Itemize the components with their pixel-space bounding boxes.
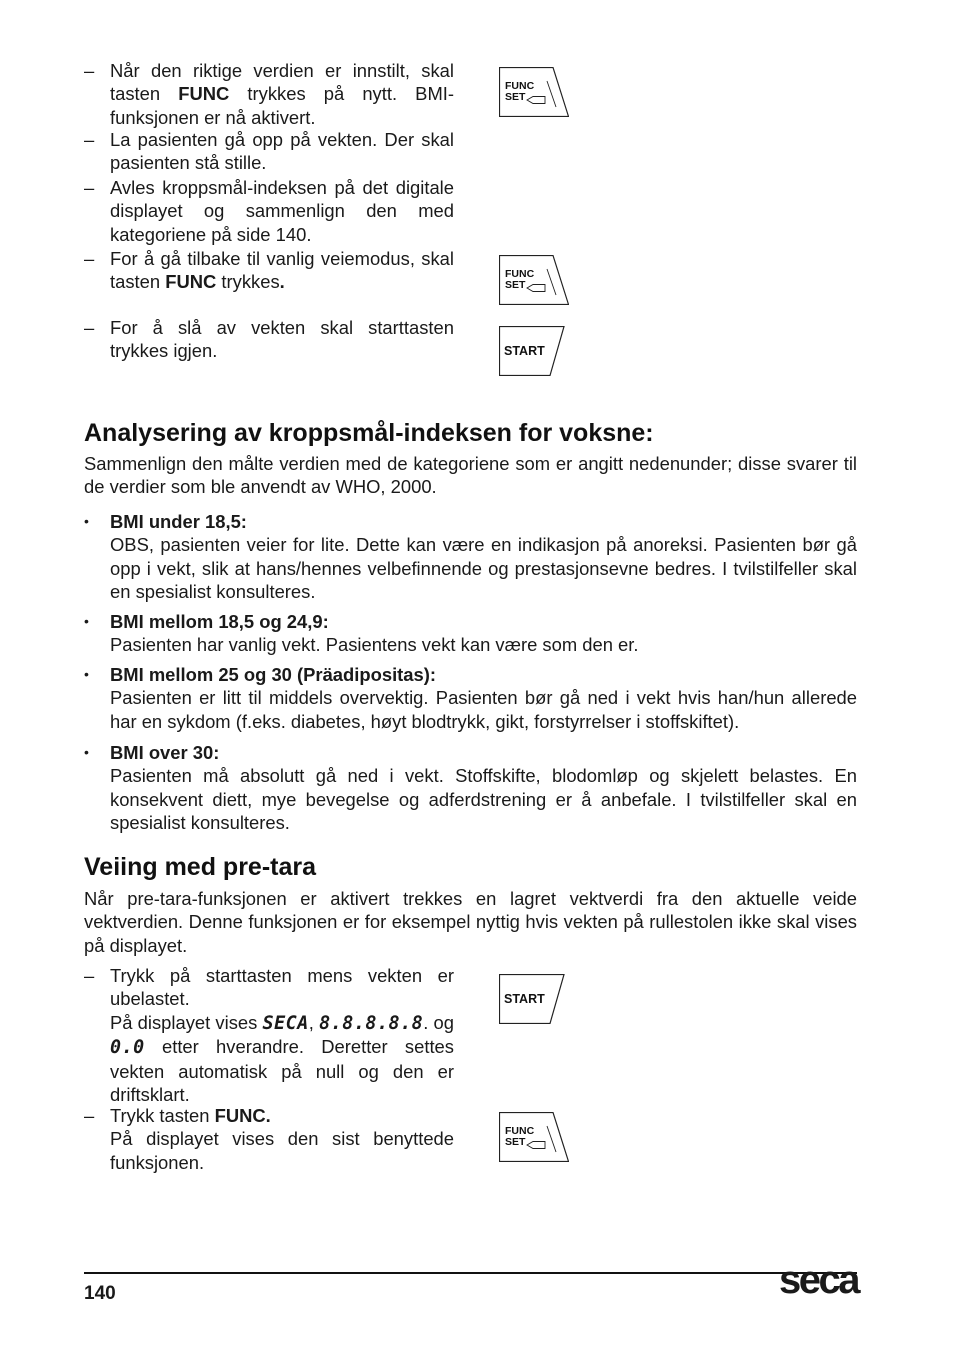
bullet-mark: •: [84, 666, 89, 682]
func-set-key-icon: [499, 1112, 569, 1162]
bmi-category-label: BMI mellom 18,5 og 24,9:: [110, 611, 329, 632]
brand-logo: seca: [779, 1258, 858, 1302]
bmi-category-normal: [110, 610, 857, 657]
step-bold: FUNC.: [214, 1105, 271, 1126]
step-text: For å slå av vekten skal starttasten trykkes igjen.: [110, 317, 454, 362]
step-text-part: På displayet vises den sist benyttede funksjonen.: [110, 1128, 454, 1173]
func-set-key-icon: [499, 67, 569, 117]
section-intro: Når pre-tara-funksjonen er aktivert trekkes en lagret vektverdi fra den aktuelle veide vektverdien. Denne funksjonen er for eksempel nyttig hvis vekten på rullestolen ikke skal vises på displayet.: [84, 888, 857, 956]
step-dash: –: [84, 248, 95, 269]
bmi-category-preadipositas: [110, 663, 857, 733]
bullet-mark: •: [84, 613, 89, 629]
bmi-category-text: Pasienten må absolutt gå ned i vekt. Stoffskifte, blodomløp og skjelett belastes. En konsekvent diett, mye bevegelse og adferdstrening er å anbefale. I tvilstilfeller skal en spesialist konsulteres.: [110, 765, 857, 834]
step-dash: –: [84, 177, 95, 198]
step-text: [110, 59, 454, 129]
step-bold: FUNC: [178, 83, 230, 105]
step-bold: FUNC: [165, 271, 217, 293]
func-label: FUNC: [505, 1125, 535, 1137]
bmi-category-under: [110, 510, 857, 604]
start-key-icon: [499, 326, 569, 376]
section-heading-bmi: Analysering av kroppsmål-indeksen for voksne:: [84, 419, 654, 447]
set-label: SET: [505, 279, 526, 291]
bmi-category-text: OBS, pasienten veier for lite. Dette kan være en indikasjon på anoreksi. Pasienten bør gå opp i vekt, slik at hans/hennes velbefinnende og prestasjonsevne bedres. I tvilstilfeller skal en spesialist konsulteres.: [110, 534, 857, 603]
bmi-category-over30: [110, 741, 857, 835]
pretara-step-func: [110, 1104, 454, 1174]
bmi-category-label: BMI over 30:: [110, 742, 220, 763]
step-text-part: ,: [308, 1011, 320, 1033]
step-dash: –: [84, 1105, 95, 1126]
bullet-mark: •: [84, 513, 89, 529]
section-intro: Sammenlign den målte verdien med de kategoriene som er angitt nedenunder; disse svarer til de verdier som ble anvendt av WHO, 2000.: [84, 453, 857, 498]
display-readout-zero: 0.0: [110, 1037, 145, 1059]
step-bold: .: [279, 271, 285, 293]
step-text-part: etter hverandre. Deretter settes vekten automatisk på null og den er driftsklart.: [110, 1036, 454, 1106]
step-dash: –: [84, 965, 95, 986]
step-dash: –: [84, 317, 95, 338]
step-text-part: . og: [423, 1011, 454, 1033]
pretara-step-start: [110, 964, 454, 1106]
bmi-category-label: BMI mellom 25 og 30 (Präadipositas):: [110, 664, 437, 685]
step-text-part: For å gå tilbake til vanlig veiemodus, skal tasten: [110, 248, 454, 293]
step-text: La pasienten gå opp på vekten. Der skal pasienten stå stille.: [110, 129, 454, 174]
func-label: FUNC: [505, 268, 535, 280]
step-text-part: trykkes på nytt. BMI-funksjonen er nå aktivert.: [110, 83, 454, 128]
step-text-part: Når den riktige verdien er innstilt, skal tasten: [110, 60, 454, 105]
func-set-key-icon: [499, 255, 569, 305]
step-text-part: Trykk på starttasten mens vekten er ubelastet.: [110, 965, 454, 1010]
bmi-category-text: Pasienten har vanlig vekt. Pasientens vekt kan være som den er.: [110, 634, 639, 656]
start-key-icon: [499, 974, 569, 1024]
step-text: Avles kroppsmål-indeksen på det digitale displayet og sammenlign den med kategoriene på side 140.: [110, 177, 454, 245]
set-label: SET: [505, 1136, 526, 1148]
footer-rule: [84, 1272, 857, 1274]
display-readout-test: 8.8.8.8.8: [319, 1012, 424, 1034]
start-label: START: [504, 992, 545, 1006]
bullet-mark: •: [84, 744, 89, 760]
func-label: FUNC: [505, 80, 535, 92]
step-dash: –: [84, 60, 95, 81]
display-readout-seca: SECA: [262, 1012, 309, 1034]
page-number: 140: [84, 1283, 116, 1304]
step-text-part: Trykk tasten: [110, 1105, 215, 1126]
bmi-category-text: Pasienten er litt til middels overvektig. Pasienten bør gå ned i vekt hvis han/hun allerede har en sykdom (f.eks. diabetes, høyt blodtrykk, gikt, forstyrrelser i stoffskiftet).: [110, 687, 857, 732]
start-label: START: [504, 344, 545, 358]
step-text: [110, 247, 454, 294]
step-dash: –: [84, 129, 95, 150]
bmi-category-label: BMI under 18,5:: [110, 511, 247, 532]
step-text-part: trykkes: [216, 271, 280, 293]
set-label: SET: [505, 91, 526, 103]
step-text-part: På displayet vises: [110, 1011, 263, 1033]
section-heading-pretara: Veiing med pre-tara: [84, 853, 317, 881]
